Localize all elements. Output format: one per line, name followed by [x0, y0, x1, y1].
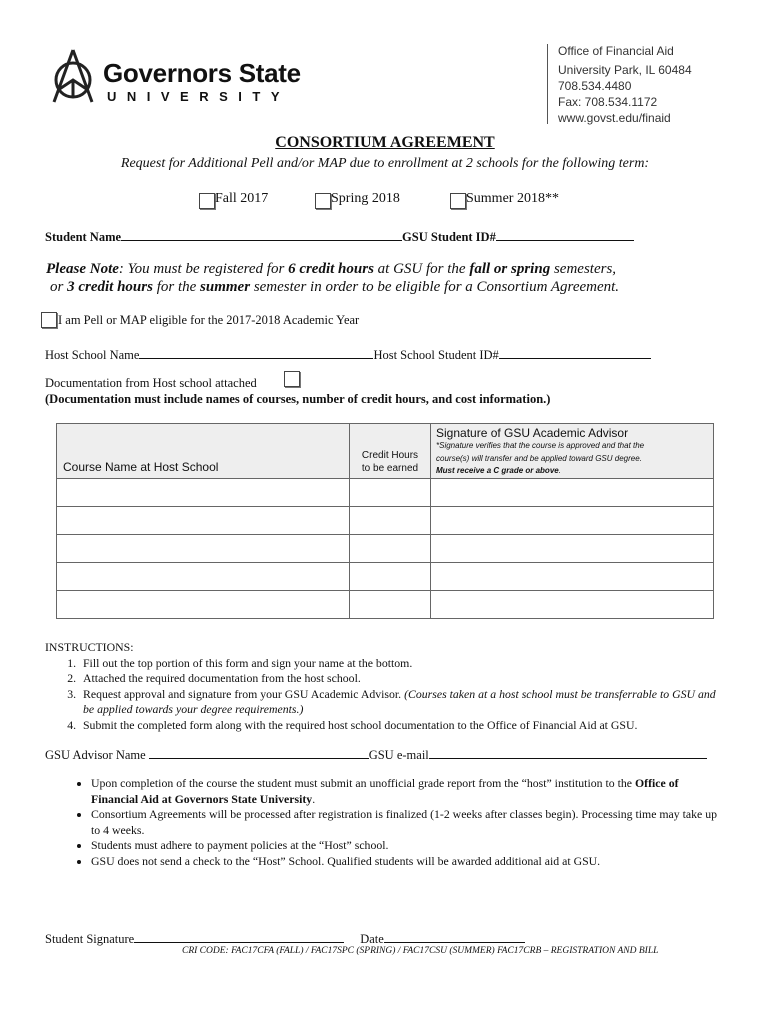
term-summer-label: Summer 2018**	[466, 191, 559, 206]
host-school-name-label: Host School Name	[45, 348, 140, 362]
advisor-email-label: GSU e-mail	[368, 748, 429, 762]
term-summer-checkbox[interactable]	[450, 193, 466, 209]
policy-item-2: • Consortium Agreements will be processed after registration is finalized (1-2 weeks after classes begin). Processing time may take up to 4 weeks.	[91, 807, 725, 838]
advisor-note-3: Must receive a C grade or above	[436, 466, 559, 475]
contact-office: Office of Financial Aid	[558, 44, 674, 58]
advisor-row	[45, 746, 707, 763]
policy-item-1	[91, 776, 725, 807]
pell-map-eligible-label: I am Pell or MAP eligible for the 2017-2018 Academic Year	[58, 313, 360, 327]
advisor-email-field[interactable]	[429, 746, 707, 759]
table-row	[57, 591, 714, 619]
documentation-label: Documentation from Host school attached	[45, 376, 257, 390]
eligibility-note	[46, 260, 619, 296]
advisor-note-1: *Signature verifies that the course is approved and that the	[436, 441, 645, 450]
page-subtitle: Request for Additional Pell and/or MAP due to enrollment at 2 schools for the following term:	[120, 156, 650, 171]
instructions	[45, 640, 725, 733]
note-text-4: or	[50, 279, 68, 295]
student-name-row	[45, 228, 634, 245]
term-fall-checkbox[interactable]	[199, 193, 215, 209]
instruction-3	[79, 687, 725, 718]
instructions-heading: INSTRUCTIONS:	[45, 640, 134, 654]
table-row	[57, 535, 714, 563]
student-name-label: Student Name	[45, 230, 122, 244]
note-text-2: at GSU for the	[373, 261, 470, 277]
credit-hours-cell[interactable]	[350, 591, 431, 619]
course-name-header-cell	[57, 424, 350, 479]
instruction-3-italic: (Courses taken at a host school must be transferrable to GSU and be applied towards your degree requirements.)	[83, 686, 716, 716]
instruction-3-text: Request approval and signature from your GSU Academic Advisor.	[83, 686, 405, 701]
credit-hours-cell[interactable]	[350, 507, 431, 535]
contact-website: www.govst.edu/finaid	[558, 111, 671, 125]
date-field[interactable]	[384, 930, 525, 943]
policy-1-bold: Office of Financial Aid at Governors State University	[91, 776, 679, 806]
credit-hours-cell[interactable]	[350, 479, 431, 507]
policy-list	[45, 776, 725, 869]
note-text-3: semesters,	[550, 261, 617, 277]
logo-subtitle: UNIVERSITY	[107, 89, 291, 104]
host-school-name-field[interactable]	[139, 346, 373, 359]
host-school-row	[45, 346, 651, 363]
advisor-signature-cell[interactable]	[431, 563, 714, 591]
header-divider	[547, 44, 548, 124]
advisor-name-label: GSU Advisor Name	[45, 748, 146, 762]
advisor-note-2: course(s) will transfer and be applied toward GSU degree.	[436, 453, 642, 463]
course-table	[56, 423, 714, 619]
student-id-label: GSU Student ID#	[402, 230, 496, 244]
documentation-note: (Documentation must include names of courses, number of credit hours, and cost information.)	[45, 392, 551, 406]
student-signature-field[interactable]	[134, 930, 344, 943]
note-bold-2: fall or spring	[469, 261, 551, 277]
date-label: Date	[360, 932, 384, 946]
note-bold-3: 3 credit hours	[67, 279, 153, 295]
university-logo-icon	[46, 46, 104, 106]
course-name-cell[interactable]	[57, 535, 350, 563]
logo-name: Governors State	[103, 58, 301, 88]
table-row	[57, 479, 714, 507]
note-text-1: : You must be registered for	[118, 261, 289, 277]
advisor-signature-cell[interactable]	[431, 479, 714, 507]
table-row	[57, 507, 714, 535]
host-student-id-field[interactable]	[499, 346, 651, 359]
course-name-cell[interactable]	[57, 479, 350, 507]
note-text-6: semester in order to be eligible for a Consortium Agreement.	[250, 279, 620, 295]
note-lead: Please Note	[46, 261, 119, 277]
term-fall-label: Fall 2017	[215, 191, 269, 206]
credit-hours-header-cell	[350, 424, 431, 479]
term-spring-checkbox[interactable]	[315, 193, 331, 209]
contact-address: University Park, IL 60484	[558, 63, 692, 77]
instruction-1: 1. Fill out the top portion of this form and sign your name at the bottom.	[79, 656, 725, 672]
note-bold-1: 6 credit hours	[288, 261, 374, 277]
pell-map-eligible-checkbox[interactable]	[41, 312, 57, 328]
signature-row	[45, 930, 525, 947]
advisor-signature-cell[interactable]	[431, 507, 714, 535]
credit-hours-cell[interactable]	[350, 563, 431, 591]
student-id-field[interactable]	[496, 228, 634, 241]
course-name-cell[interactable]	[57, 563, 350, 591]
advisor-note-3-end: .	[558, 466, 561, 475]
advisor-signature-header-cell	[431, 424, 714, 479]
policy-1-end: .	[312, 791, 316, 806]
course-name-cell[interactable]	[57, 591, 350, 619]
policy-1-text: Upon completion of the course the student must submit an unofficial grade report from the “host” institution to the	[91, 776, 635, 790]
student-name-field[interactable]	[121, 228, 402, 241]
note-bold-4: summer	[200, 279, 251, 295]
policy-item-3: • Students must adhere to payment policies at the “Host” school.	[91, 838, 725, 854]
advisor-name-field[interactable]	[149, 746, 369, 759]
documentation-attached-checkbox[interactable]	[284, 371, 300, 387]
table-row	[57, 563, 714, 591]
credit-hours-cell[interactable]	[350, 535, 431, 563]
cri-code: CRI CODE: FAC17CFA (FALL) / FAC17SPC (SPRING) / FAC17CSU (SUMMER) FAC17CRB – REGISTRATION AND BILL	[182, 946, 659, 956]
contact-fax: Fax: 708.534.1172	[558, 95, 658, 109]
term-spring-label: Spring 2018	[331, 191, 400, 206]
course-name-cell[interactable]	[57, 507, 350, 535]
advisor-signature-cell[interactable]	[431, 591, 714, 619]
policy-item-4: • GSU does not send a check to the “Host” School. Qualified students will be awarded additional aid at GSU.	[91, 854, 725, 870]
course-table-header	[57, 424, 714, 479]
instruction-2: 2. Attached the required documentation from the host school.	[79, 671, 725, 687]
course-name-header: Course Name at Host School	[63, 460, 219, 474]
student-signature-label: Student Signature	[45, 932, 135, 946]
credit-hours-header-2: to be earned	[361, 463, 419, 474]
contact-phone: 708.534.4480	[558, 79, 632, 93]
page-title: CONSORTIUM AGREEMENT	[275, 134, 495, 151]
advisor-signature-cell[interactable]	[431, 535, 714, 563]
note-text-5: for the	[152, 279, 201, 295]
instruction-4: 4. Submit the completed form along with the required host school documentation to the Office of Financial Aid at GSU.	[79, 718, 725, 734]
host-student-id-label: Host School Student ID#	[373, 348, 499, 362]
advisor-signature-header: Signature of GSU Academic Advisor	[436, 426, 629, 440]
credit-hours-header-1: Credit Hours	[361, 450, 419, 461]
